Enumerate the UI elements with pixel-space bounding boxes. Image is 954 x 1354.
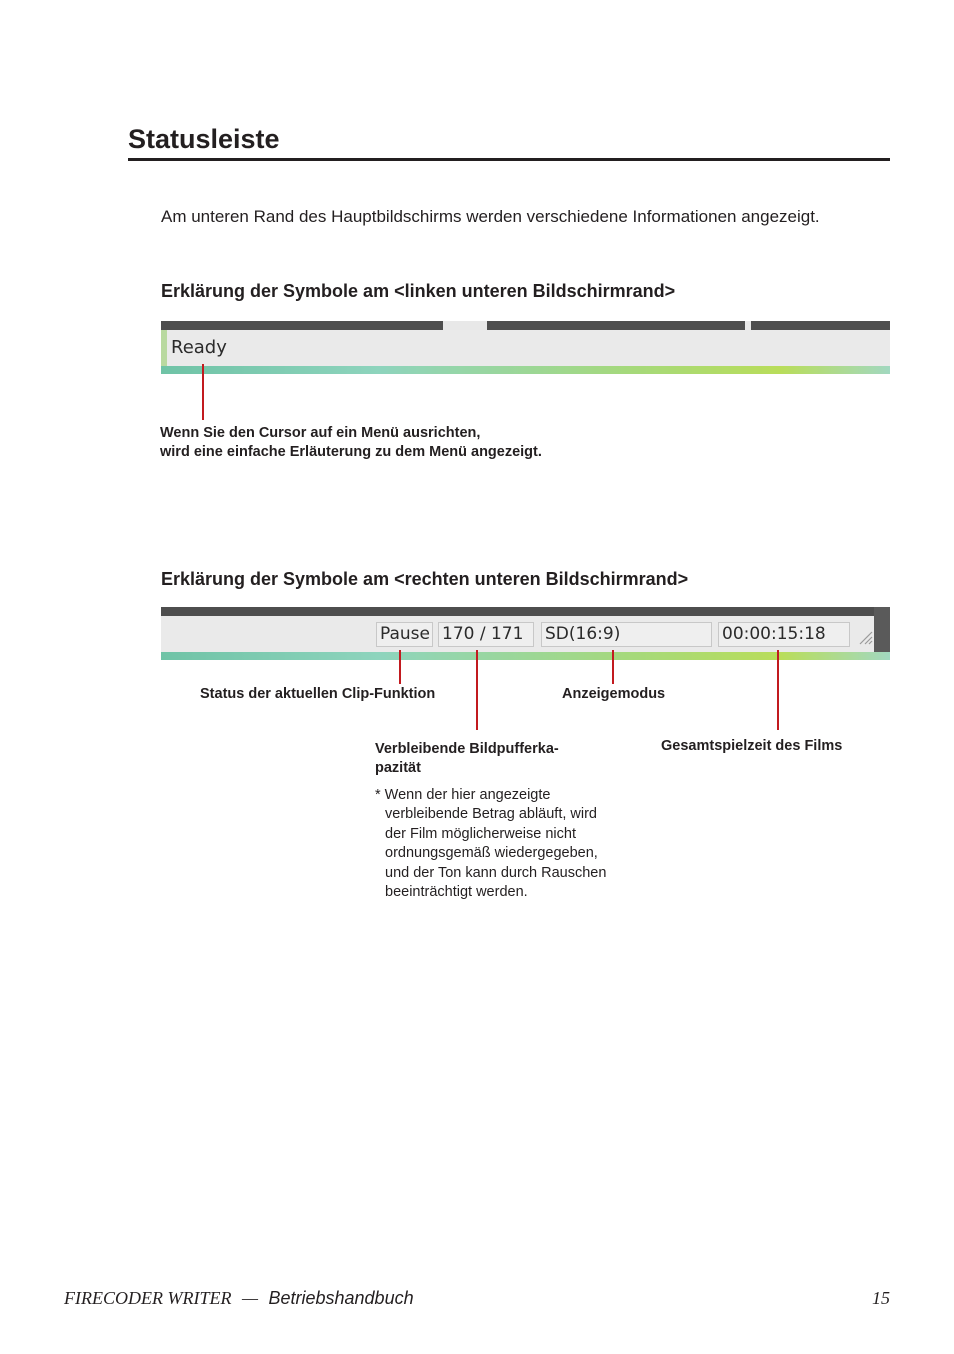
pointer-line-buffer xyxy=(476,650,478,730)
right-status-bar-screenshot xyxy=(161,607,890,660)
left-section-heading: Erklärung der Symbole am <linken unteren Bildschirmrand> xyxy=(161,281,676,301)
status-bar-top-edge xyxy=(161,607,874,616)
status-bar-gradient xyxy=(161,366,890,374)
buffer-panel: 170 / 171 xyxy=(438,622,534,647)
left-note: Wenn Sie den Cursor auf ein Menü ausrichten, wird eine einfache Erläuterung zu dem Menü angezeigt. xyxy=(160,425,542,460)
total-time-panel: 00:00:15:18 xyxy=(718,622,850,647)
page-number: 15 xyxy=(872,1288,890,1308)
total-time-label: Gesamtspielzeit des Films xyxy=(661,738,843,754)
pointer-line-ready xyxy=(202,364,204,420)
pointer-line-pause xyxy=(399,650,401,684)
status-bar-top-edge xyxy=(161,321,890,330)
status-bar-gradient xyxy=(161,652,890,660)
buffer-label: Verbleibende Bildpufferka- pazität xyxy=(375,741,559,776)
left-status-bar-screenshot xyxy=(161,321,890,374)
pause-panel: Pause xyxy=(376,622,433,647)
intro-text: Am unteren Rand des Hauptbildschirms werden verschiedene Informationen angezeigt. xyxy=(161,207,820,226)
pointer-line-time xyxy=(777,650,779,730)
ready-status-text: Ready xyxy=(171,337,227,358)
right-section-heading: Erklärung der Symbole am <rechten unteren Bildschirmrand> xyxy=(161,569,689,589)
title-divider xyxy=(128,158,890,161)
footer-title: FIRECODER WRITER — Betriebshandbuch xyxy=(64,1288,414,1308)
display-mode-label: Anzeigemodus xyxy=(562,686,666,702)
pointer-line-mode xyxy=(612,650,614,684)
clip-status-label: Status der aktuellen Clip-Funktion xyxy=(200,686,436,702)
resize-grip-icon xyxy=(857,629,873,645)
display-mode-panel: SD(16:9) xyxy=(541,622,712,647)
page-title: Statusleiste xyxy=(128,124,280,154)
buffer-footnote: * Wenn der hier angezeigte verbleibende Betrag abläuft, wird der Film möglicherweise nicht ordnungsgemäß wiedergegeben, und der Ton kann durch Rauschen beeinträchtigt werden. xyxy=(375,787,607,901)
